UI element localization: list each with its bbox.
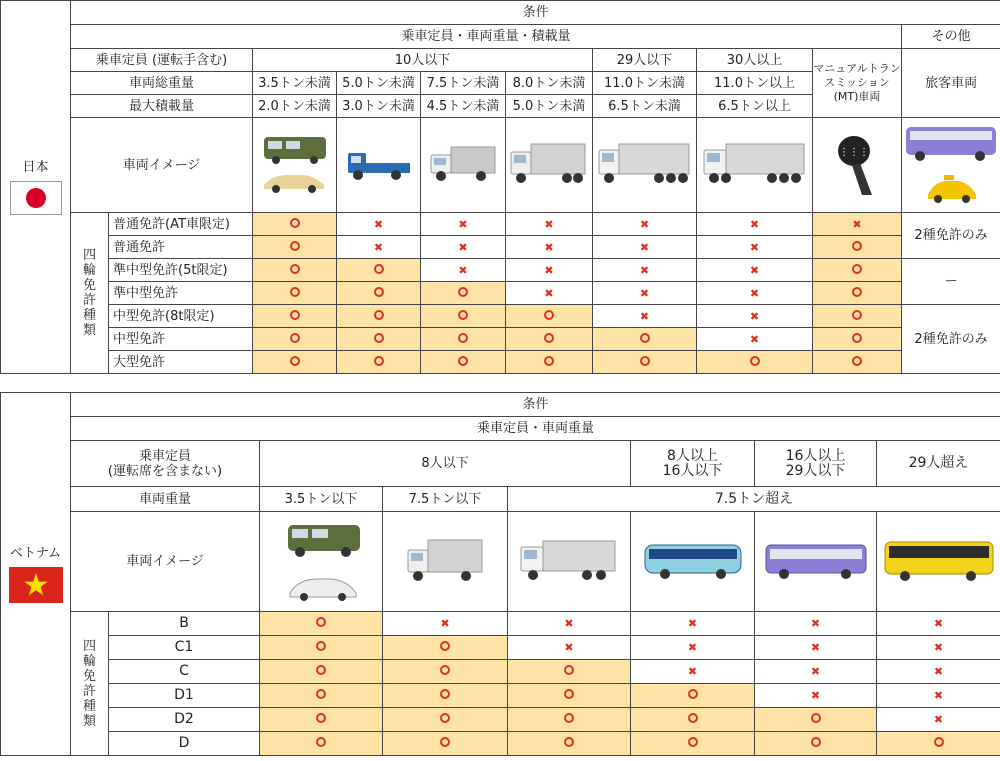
allowed-circle-icon (458, 287, 468, 297)
permission-cell (337, 282, 421, 305)
not-allowed-cross-icon: ✖ (810, 617, 821, 630)
allowed-circle-icon (688, 737, 698, 747)
permission-cell (260, 660, 383, 684)
gvw-cell: 8.0トン未満 (506, 72, 593, 95)
header-sub: 乗車定員・車両重量 (71, 417, 1000, 441)
heavy-truck-icon (702, 142, 808, 188)
license-name: 普通免許(AT車限定) (109, 213, 253, 236)
allowed-circle-icon (934, 737, 944, 747)
load-cell: 5.0トン未満 (506, 95, 593, 118)
not-allowed-cross-icon: ✖ (687, 641, 698, 654)
allowed-circle-icon (564, 689, 574, 699)
allowed-circle-icon (374, 287, 384, 297)
allowed-circle-icon (688, 713, 698, 723)
cap-30: 30人以上 (697, 49, 813, 72)
allowed-circle-icon (811, 737, 821, 747)
bus-label: 旅客車両 (902, 49, 1000, 118)
vehicle-image-van-car (260, 512, 383, 612)
license-name: 準中型免許 (109, 282, 253, 305)
allowed-circle-icon (852, 310, 862, 320)
permission-cell (383, 612, 508, 636)
cap-8-16: 8人以上 16人以下 (631, 441, 755, 487)
permission-cell (877, 684, 1000, 708)
minibus-icon (643, 541, 743, 583)
license-row (1, 660, 1000, 684)
vehicle-image-box-truck-small (421, 118, 506, 213)
not-allowed-cross-icon: ✖ (639, 240, 650, 254)
permission-cell (383, 660, 508, 684)
not-allowed-cross-icon: ✖ (933, 713, 944, 726)
license-row (1, 213, 1000, 236)
row-weight-label: 車両重量 (71, 487, 260, 512)
allowed-circle-icon (316, 641, 326, 651)
not-allowed-cross-icon: ✖ (749, 309, 760, 323)
large-truck-icon (597, 142, 693, 188)
license-group-label (71, 612, 109, 756)
allowed-circle-icon (811, 713, 821, 723)
gear-shift-icon (832, 133, 882, 197)
not-allowed-cross-icon: ✖ (564, 617, 574, 630)
load-cell: 6.5トン以上 (697, 95, 813, 118)
permission-cell (337, 305, 421, 328)
not-allowed-cross-icon: ✖ (544, 240, 554, 254)
allowed-circle-icon (316, 713, 326, 723)
vehicle-image-box-truck-medium (506, 118, 593, 213)
permission-cell (506, 213, 593, 236)
weight-35: 3.5トン以下 (260, 487, 383, 512)
allowed-circle-icon (544, 356, 554, 366)
allowed-circle-icon (374, 264, 384, 274)
load-cell: 6.5トン未満 (593, 95, 697, 118)
vehicle-image-gear-shift (813, 118, 902, 213)
row-image-label: 車両イメージ (71, 512, 260, 612)
allowed-circle-icon (852, 287, 862, 297)
permission-cell (813, 305, 902, 328)
vehicle-image-box-truck (383, 512, 508, 612)
cap-16-29: 16人以上 29人以下 (755, 441, 877, 487)
permission-cell (337, 351, 421, 374)
allowed-circle-icon (374, 310, 384, 320)
permission-cell (260, 708, 383, 732)
vehicle-image-large-truck (508, 512, 631, 612)
row-capacity-label: 乗車定員 (運転席を含まない) (71, 441, 260, 487)
permission-cell (631, 732, 755, 756)
allowed-circle-icon (316, 689, 326, 699)
permission-cell (593, 305, 697, 328)
japan-flag-icon (10, 181, 62, 215)
allowed-circle-icon (290, 241, 300, 251)
allowed-circle-icon (564, 737, 574, 747)
permission-cell (508, 732, 631, 756)
permission-cell (697, 236, 813, 259)
not-allowed-cross-icon: ✖ (639, 286, 650, 300)
country-name: ベトナム (9, 545, 62, 561)
passenger-note: 2種免許のみ (902, 213, 1000, 259)
license-name: 大型免許 (109, 351, 253, 374)
vehicle-image-minibus (631, 512, 755, 612)
permission-cell (421, 328, 506, 351)
permission-cell (253, 328, 337, 351)
allowed-circle-icon (688, 689, 698, 699)
not-allowed-cross-icon: ✖ (458, 240, 468, 254)
permission-cell (421, 305, 506, 328)
allowed-circle-icon (750, 356, 760, 366)
license-name: D (109, 732, 260, 756)
permission-cell (260, 612, 383, 636)
allowed-circle-icon (458, 333, 468, 343)
permission-cell (506, 305, 593, 328)
box-truck-icon (427, 143, 499, 187)
not-allowed-cross-icon: ✖ (458, 217, 468, 231)
not-allowed-cross-icon: ✖ (749, 286, 760, 300)
permission-cell (697, 328, 813, 351)
load-cell: 3.0トン未満 (337, 95, 421, 118)
permission-cell (697, 213, 813, 236)
allowed-circle-icon (374, 333, 384, 343)
allowed-circle-icon (316, 737, 326, 747)
gvw-cell: 3.5トン未満 (253, 72, 337, 95)
permission-cell (253, 213, 337, 236)
permission-cell (260, 732, 383, 756)
not-allowed-cross-icon: ✖ (852, 217, 862, 231)
vehicle-image-small-truck (337, 118, 421, 213)
allowed-circle-icon (440, 737, 450, 747)
license-group-text: 四輪免許種類 (82, 248, 96, 338)
vehicle-image-large-truck (593, 118, 697, 213)
weight-75: 7.5トン以下 (383, 487, 508, 512)
permission-cell (755, 612, 877, 636)
allowed-circle-icon (374, 356, 384, 366)
not-allowed-cross-icon: ✖ (440, 617, 450, 630)
license-group-text: 四輪免許種類 (82, 638, 96, 729)
allowed-circle-icon (316, 665, 326, 675)
vehicle-image-van-car (253, 118, 337, 213)
permission-cell (508, 684, 631, 708)
license-row (1, 732, 1000, 756)
allowed-circle-icon (440, 665, 450, 675)
permission-cell (421, 236, 506, 259)
bus-icon (764, 541, 868, 583)
permission-cell (813, 213, 902, 236)
not-allowed-cross-icon: ✖ (639, 217, 650, 231)
allowed-circle-icon (290, 264, 300, 274)
bus-icon (883, 538, 995, 586)
not-allowed-cross-icon: ✖ (458, 263, 468, 277)
not-allowed-cross-icon: ✖ (639, 263, 650, 277)
row-gvw-label: 車両総重量 (71, 72, 253, 95)
permission-cell (593, 351, 697, 374)
not-allowed-cross-icon: ✖ (373, 217, 384, 231)
license-row (1, 236, 1000, 259)
permission-cell (631, 636, 755, 660)
gvw-cell: 11.0トン未満 (593, 72, 697, 95)
license-group-label (71, 213, 109, 374)
not-allowed-cross-icon: ✖ (933, 665, 944, 678)
permission-cell (631, 708, 755, 732)
cap-29: 29人超え (877, 441, 1000, 487)
vehicle-image-bus-large (877, 512, 1000, 612)
license-row (1, 259, 1000, 282)
permission-cell (506, 259, 593, 282)
permission-cell (383, 684, 508, 708)
permission-cell (253, 351, 337, 374)
allowed-circle-icon (458, 356, 468, 366)
license-row (1, 708, 1000, 732)
country-cell-vietnam (1, 393, 71, 756)
passenger-dash: ー (902, 259, 1000, 305)
cap-10: 10人以下 (253, 49, 593, 72)
permission-cell (508, 636, 631, 660)
permission-cell (253, 282, 337, 305)
not-allowed-cross-icon: ✖ (544, 217, 554, 231)
header-conditions: 条件 (71, 1, 1000, 25)
permission-cell (813, 351, 902, 374)
row-image-label: 車両イメージ (71, 118, 253, 213)
permission-cell (755, 636, 877, 660)
vietnam-flag-icon (9, 567, 63, 603)
gvw-cell: 5.0トン未満 (337, 72, 421, 95)
permission-cell (383, 708, 508, 732)
permission-cell (755, 732, 877, 756)
header-other: その他 (902, 25, 1000, 49)
license-name: D1 (109, 684, 260, 708)
permission-cell (421, 282, 506, 305)
header-conditions: 条件 (71, 393, 1000, 417)
allowed-circle-icon (290, 218, 300, 228)
permission-cell (506, 282, 593, 305)
not-allowed-cross-icon: ✖ (564, 641, 574, 654)
permission-cell (877, 612, 1000, 636)
permission-cell (506, 236, 593, 259)
permission-cell (253, 236, 337, 259)
license-row (1, 328, 1000, 351)
allowed-circle-icon (458, 310, 468, 320)
permission-cell (383, 636, 508, 660)
permission-cell (813, 236, 902, 259)
not-allowed-cross-icon: ✖ (810, 641, 821, 654)
permission-cell (697, 305, 813, 328)
permission-cell (421, 259, 506, 282)
allowed-circle-icon (290, 356, 300, 366)
license-name: D2 (109, 708, 260, 732)
not-allowed-cross-icon: ✖ (544, 286, 554, 300)
box-truck-icon (509, 142, 589, 188)
not-allowed-cross-icon: ✖ (810, 665, 821, 678)
allowed-circle-icon (852, 264, 862, 274)
vietnam-table (0, 392, 1000, 756)
permission-cell (813, 328, 902, 351)
van-car-icon (258, 135, 332, 195)
license-name: 中型免許(8t限定) (109, 305, 253, 328)
allowed-circle-icon (440, 713, 450, 723)
not-allowed-cross-icon: ✖ (687, 617, 698, 630)
van-car-icon (276, 521, 366, 603)
permission-cell (508, 612, 631, 636)
permission-cell (877, 732, 1000, 756)
license-name: 中型免許 (109, 328, 253, 351)
load-cell: 2.0トン未満 (253, 95, 337, 118)
license-name: 普通免許 (109, 236, 253, 259)
license-name: B (109, 612, 260, 636)
cap-29: 29人以下 (593, 49, 697, 72)
allowed-circle-icon (290, 287, 300, 297)
license-row (1, 351, 1000, 374)
permission-cell (755, 660, 877, 684)
permission-cell (755, 684, 877, 708)
permission-cell (593, 213, 697, 236)
vehicle-image-bus-taxi (902, 118, 1000, 213)
permission-cell (253, 305, 337, 328)
permission-cell (337, 213, 421, 236)
load-cell: 4.5トン未満 (421, 95, 506, 118)
permission-cell (337, 236, 421, 259)
license-row (1, 282, 1000, 305)
permission-cell (593, 282, 697, 305)
permission-cell (421, 351, 506, 374)
permission-cell (337, 259, 421, 282)
permission-cell (813, 259, 902, 282)
allowed-circle-icon (852, 333, 862, 343)
license-row (1, 684, 1000, 708)
permission-cell (383, 732, 508, 756)
allowed-circle-icon (544, 310, 554, 320)
allowed-circle-icon (640, 356, 650, 366)
svg-text:⋮⋮⋮: ⋮⋮⋮ (839, 147, 869, 158)
license-name: C1 (109, 636, 260, 660)
allowed-circle-icon (440, 689, 450, 699)
weight-75plus: 7.5トン超え (508, 487, 1000, 512)
allowed-circle-icon (290, 333, 300, 343)
allowed-circle-icon (316, 617, 326, 627)
permission-cell (506, 351, 593, 374)
license-row (1, 636, 1000, 660)
permission-cell (877, 708, 1000, 732)
permission-cell (260, 636, 383, 660)
small-truck-icon (344, 145, 414, 185)
allowed-circle-icon (640, 333, 650, 343)
not-allowed-cross-icon: ✖ (933, 641, 944, 654)
allowed-circle-icon (564, 713, 574, 723)
not-allowed-cross-icon: ✖ (639, 309, 650, 323)
permission-cell (508, 660, 631, 684)
permission-cell (631, 684, 755, 708)
allowed-circle-icon (440, 641, 450, 651)
permission-cell (697, 282, 813, 305)
permission-cell (593, 236, 697, 259)
not-allowed-cross-icon: ✖ (544, 263, 554, 277)
permission-cell (337, 328, 421, 351)
permission-cell (697, 259, 813, 282)
not-allowed-cross-icon: ✖ (749, 240, 760, 254)
allowed-circle-icon (852, 241, 862, 251)
not-allowed-cross-icon: ✖ (749, 263, 760, 277)
permission-cell (593, 328, 697, 351)
japan-table (0, 0, 1000, 374)
permission-cell (421, 213, 506, 236)
permission-cell (593, 259, 697, 282)
permission-cell (755, 708, 877, 732)
license-row (1, 305, 1000, 328)
permission-cell (697, 351, 813, 374)
not-allowed-cross-icon: ✖ (749, 217, 760, 231)
license-name: 準中型免許(5t限定) (109, 259, 253, 282)
row-capacity-label: 乗車定員 (運転手含む) (71, 49, 253, 72)
country-name: 日本 (22, 159, 49, 175)
permission-cell (631, 660, 755, 684)
permission-cell (506, 328, 593, 351)
allowed-circle-icon (544, 333, 554, 343)
box-truck-icon (404, 538, 486, 586)
gvw-cell: 11.0トン以上 (697, 72, 813, 95)
permission-cell (877, 660, 1000, 684)
not-allowed-cross-icon: ✖ (373, 240, 384, 254)
country-cell-japan (1, 1, 71, 374)
passenger-note: 2種免許のみ (902, 305, 1000, 374)
cap-8: 8人以下 (260, 441, 631, 487)
permission-cell (508, 708, 631, 732)
not-allowed-cross-icon: ✖ (749, 332, 760, 346)
not-allowed-cross-icon: ✖ (933, 689, 944, 702)
mt-label: マニュアルトランスミッション(MT)車両 (813, 49, 902, 118)
permission-cell (877, 636, 1000, 660)
permission-cell (813, 282, 902, 305)
large-truck-icon (519, 539, 619, 585)
permission-cell (260, 684, 383, 708)
gvw-cell: 7.5トン未満 (421, 72, 506, 95)
allowed-circle-icon (564, 665, 574, 675)
permission-cell (253, 259, 337, 282)
allowed-circle-icon (290, 310, 300, 320)
not-allowed-cross-icon: ✖ (687, 665, 698, 678)
bus-taxi-icon (904, 123, 998, 207)
license-row (1, 612, 1000, 636)
allowed-circle-icon (852, 356, 862, 366)
header-sub: 乗車定員・車両重量・積載量 (71, 25, 902, 49)
not-allowed-cross-icon: ✖ (810, 689, 821, 702)
not-allowed-cross-icon: ✖ (933, 617, 944, 630)
vehicle-image-heavy-truck (697, 118, 813, 213)
permission-cell (631, 612, 755, 636)
row-load-label: 最大積載量 (71, 95, 253, 118)
license-name: C (109, 660, 260, 684)
vehicle-image-bus-medium (755, 512, 877, 612)
